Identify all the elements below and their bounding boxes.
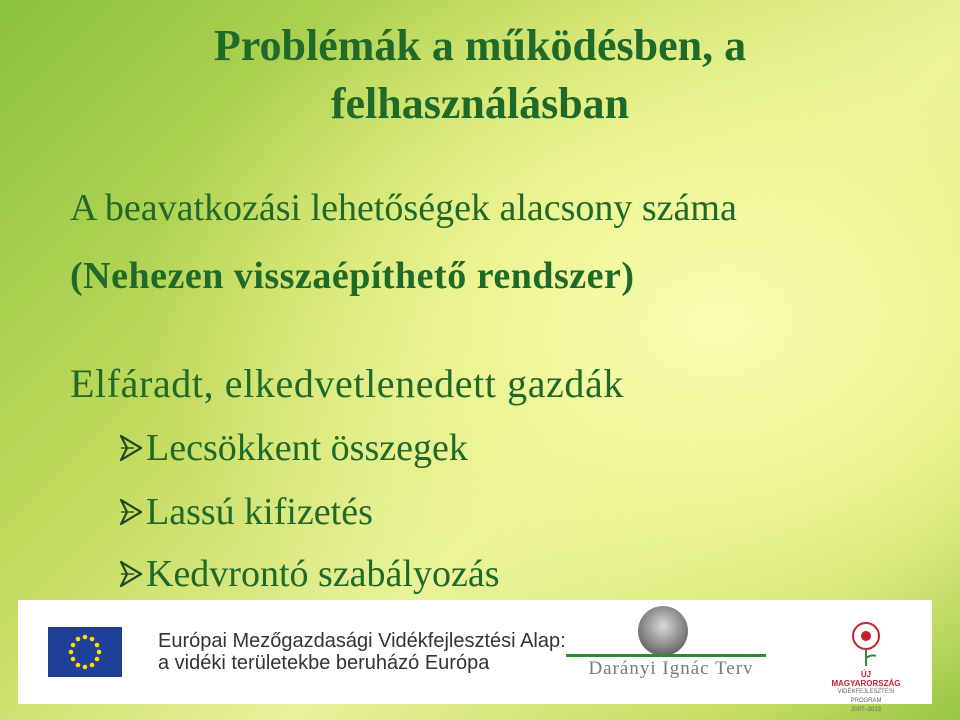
bullet-item <box>118 426 468 470</box>
ujm-line1: ÚJ MAGYARORSZÁG <box>831 670 901 688</box>
body-line-3: Elfáradt, elkedvetlenedett gazdák <box>70 361 624 406</box>
darany-ignac-logo <box>566 600 776 704</box>
bullet-text: Lassú kifizetés <box>146 491 373 533</box>
bullet-text: Kedvrontó szabályozás <box>146 553 500 595</box>
slide-title-line1: Problémák a működésben, a <box>213 21 747 70</box>
portrait-icon <box>638 606 688 656</box>
ujm-line3: 2007–2013 <box>850 707 882 713</box>
darany-logo-text: Darányi Ignác Terv <box>588 658 754 679</box>
eafrd-line2: a vidéki területekbe beruházó Európa <box>158 652 490 674</box>
eu-stars <box>48 627 122 677</box>
ujm-logo-text <box>826 670 906 715</box>
logo-divider <box>566 654 766 657</box>
uj-magyarorszag-logo <box>826 614 906 713</box>
bullet-item <box>118 490 373 534</box>
body-line-1: A beavatkozási lehetőségek alacsony száma <box>70 187 737 229</box>
bullet-item <box>118 552 500 596</box>
slide-title-line2: felhasználásban <box>330 79 630 128</box>
body-line-2: (Nehezen visszaépíthető rendszer) <box>70 255 635 297</box>
eafrd-logo-text <box>158 630 566 674</box>
footer-logo-strip <box>18 600 932 713</box>
eu-flag-icon <box>48 627 122 677</box>
flower-logo-icon <box>826 614 906 670</box>
ujm-line2: VIDÉKFEJLESZTÉSI PROGRAM <box>837 689 895 704</box>
arrow-bullet-icon <box>118 559 144 589</box>
arrow-bullet-icon <box>118 497 144 527</box>
eafrd-line1: Európai Mezőgazdasági Vidékfejlesztési Alap: <box>158 630 566 652</box>
arrow-bullet-icon <box>118 433 144 463</box>
bullet-text: Lecsökkent összegek <box>146 427 468 469</box>
